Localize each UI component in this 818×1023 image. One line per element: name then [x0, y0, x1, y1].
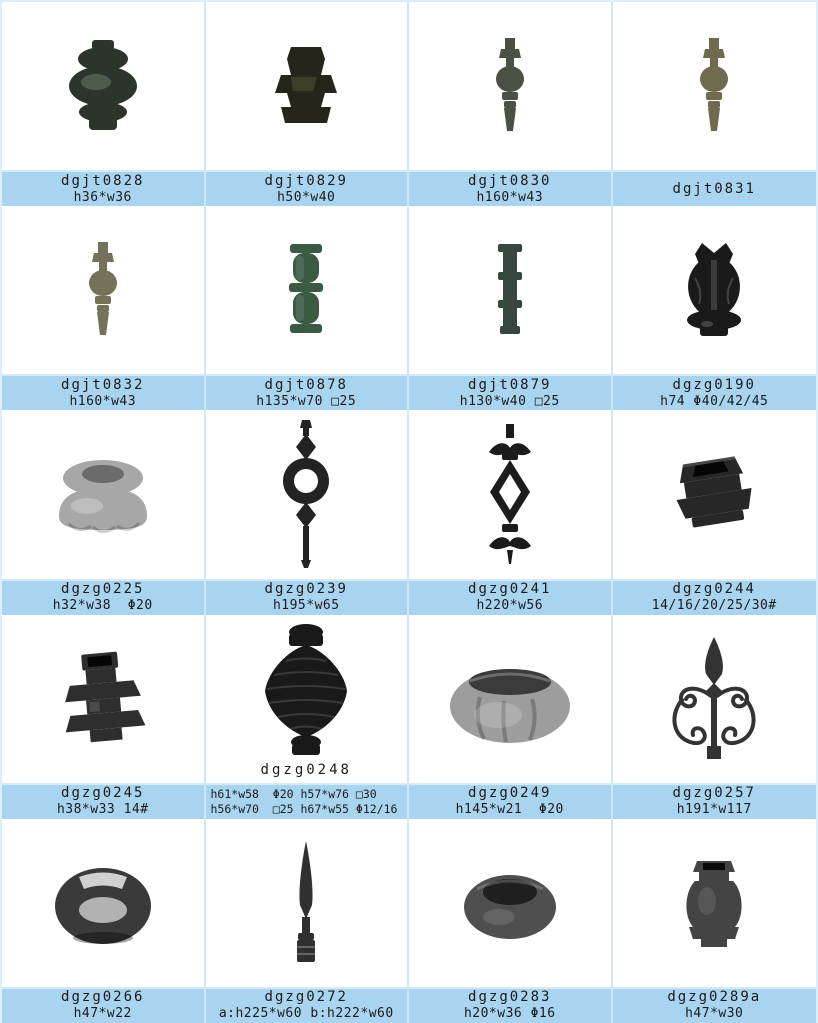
product-photo: [206, 410, 408, 578]
product-cell: [409, 615, 613, 819]
scroll-spear-illustration: [666, 636, 762, 762]
product-photo: [2, 819, 204, 987]
product-cell: [409, 206, 613, 410]
diamond-baluster-illustration: [483, 424, 537, 564]
product-photo: [2, 615, 204, 783]
product-cell: [409, 410, 613, 614]
product-code: dgzg0249: [468, 785, 552, 802]
product-code: dgjt0879: [468, 376, 552, 393]
product-code: dgzg0272: [264, 989, 348, 1006]
product-label-band: [2, 374, 204, 410]
ribbed-bicone-illustration: [256, 621, 356, 757]
product-size: h160*w43: [476, 189, 544, 205]
product-label-band: [206, 170, 408, 206]
product-code: dgzg0257: [672, 785, 756, 802]
product-size: h195*w65: [272, 598, 340, 614]
product-size: h50*w40: [277, 189, 336, 205]
product-photo: [409, 2, 611, 170]
product-code: dgzg0241: [468, 581, 552, 598]
product-photo: [613, 410, 817, 578]
product-label-band: [2, 783, 204, 819]
product-size: h20*w36 Φ16: [463, 1006, 556, 1022]
product-code: dgzg0283: [468, 989, 552, 1006]
product-size: h135*w70 □25: [256, 393, 357, 409]
product-cell: [206, 206, 410, 410]
product-code: dgjt0828: [61, 172, 145, 189]
ball-knob-illustration: [52, 860, 154, 946]
spindle-illustration: [86, 240, 120, 340]
product-photo: [409, 206, 611, 374]
product-label-band: [613, 987, 817, 1023]
product-cell: [409, 2, 613, 206]
product-size: h74 Φ40/42/45: [660, 393, 769, 409]
product-cell: [613, 819, 817, 1023]
product-code: dgzg0289a: [667, 989, 762, 1006]
product-label-band: [206, 987, 408, 1023]
product-cell: [206, 615, 410, 819]
product-label-band: [613, 374, 817, 410]
flanged-collar-illustration: [59, 649, 147, 749]
product-code: dgjt0831: [672, 180, 756, 197]
product-label-band: [409, 579, 611, 615]
product-label-band: [2, 170, 204, 206]
product-cell: [2, 410, 206, 614]
product-code: dgjt0830: [468, 172, 552, 189]
product-size: h160*w43: [69, 393, 137, 409]
product-photo: [409, 819, 611, 987]
product-code: dgzg0190: [672, 376, 756, 393]
product-size: h191*w117: [676, 802, 752, 818]
product-code: dgjt0878: [264, 376, 348, 393]
pumpkin-base-illustration: [444, 653, 576, 745]
product-cell: [2, 819, 206, 1023]
product-label-band: [613, 783, 817, 819]
product-photo: [206, 819, 408, 987]
square-collar-illustration: [267, 45, 345, 127]
product-code: dgjt0829: [264, 172, 348, 189]
product-label-band: [2, 987, 204, 1023]
spear-finial-illustration: [288, 841, 324, 965]
small-vase-illustration: [681, 857, 747, 949]
product-label-band: [206, 783, 408, 819]
spindle-illustration: [493, 38, 527, 134]
product-photo: [613, 206, 817, 374]
product-cell: [613, 410, 817, 614]
product-size: 14/16/20/25/30#: [651, 598, 777, 614]
product-size: h130*w40 □25: [459, 393, 560, 409]
product-cell: [409, 819, 613, 1023]
product-code: dgzg0248: [260, 761, 352, 778]
product-cell: [613, 206, 817, 410]
product-size: h36*w36: [73, 189, 132, 205]
product-size-line2: h56*w70 □25 h67*w55 Φ12/16: [210, 801, 398, 816]
product-size: h32*w38 Φ20: [52, 598, 153, 614]
product-label-band: [409, 374, 611, 410]
product-cell: [206, 2, 410, 206]
product-photo: [409, 615, 611, 783]
product-code: dgzg0266: [61, 989, 145, 1006]
product-code: dgzg0245: [61, 785, 145, 802]
product-photo: [613, 615, 817, 783]
product-label-band: [2, 579, 204, 615]
product-label-band: [206, 374, 408, 410]
ring-collar-illustration: [461, 865, 559, 941]
product-cell: [613, 2, 817, 206]
product-cell: [2, 2, 206, 206]
product-size-line1: h61*w58 Φ20 h57*w76 □30: [210, 786, 377, 801]
product-size: h47*w22: [73, 1006, 132, 1022]
product-label-band: [613, 170, 817, 206]
product-label-band: [206, 579, 408, 615]
product-size: h220*w56: [476, 598, 544, 614]
product-size: a:h225*w60 b:h222*w60: [218, 1006, 394, 1022]
ribbed-barrel-illustration: [283, 242, 329, 338]
ring-baluster-illustration: [281, 420, 331, 568]
product-size: h145*w21 Φ20: [455, 802, 564, 818]
square-shoe-illustration: [664, 450, 764, 538]
product-photo: [2, 206, 204, 374]
product-code: dgzg0239: [264, 581, 348, 598]
product-code: dgzg0244: [672, 581, 756, 598]
product-cell: [2, 206, 206, 410]
product-code: dgjt0832: [61, 376, 145, 393]
product-photo: [2, 2, 204, 170]
product-size: h38*w33 14#: [56, 802, 149, 818]
product-label-band: [409, 783, 611, 819]
product-photo: [613, 819, 817, 987]
product-photo: [206, 615, 408, 783]
round-base-illustration: [47, 448, 159, 540]
product-size: h47*w30: [685, 1006, 744, 1022]
product-cell: [206, 410, 410, 614]
product-photo: [2, 410, 204, 578]
product-cell: [2, 615, 206, 819]
product-label-band: [409, 987, 611, 1023]
product-cell: [206, 819, 410, 1023]
product-photo: [613, 2, 817, 170]
ornate-vase-illustration: [675, 240, 753, 340]
product-cell: [613, 615, 817, 819]
product-label-band: [409, 170, 611, 206]
product-photo: [409, 410, 611, 578]
collar-bar-illustration: [492, 244, 528, 336]
product-label-band: [613, 579, 817, 615]
double-bulb-collar-illustration: [62, 38, 144, 134]
product-code: dgzg0225: [61, 581, 145, 598]
product-photo: [206, 206, 408, 374]
spindle-illustration: [697, 38, 731, 134]
product-photo: [206, 2, 408, 170]
